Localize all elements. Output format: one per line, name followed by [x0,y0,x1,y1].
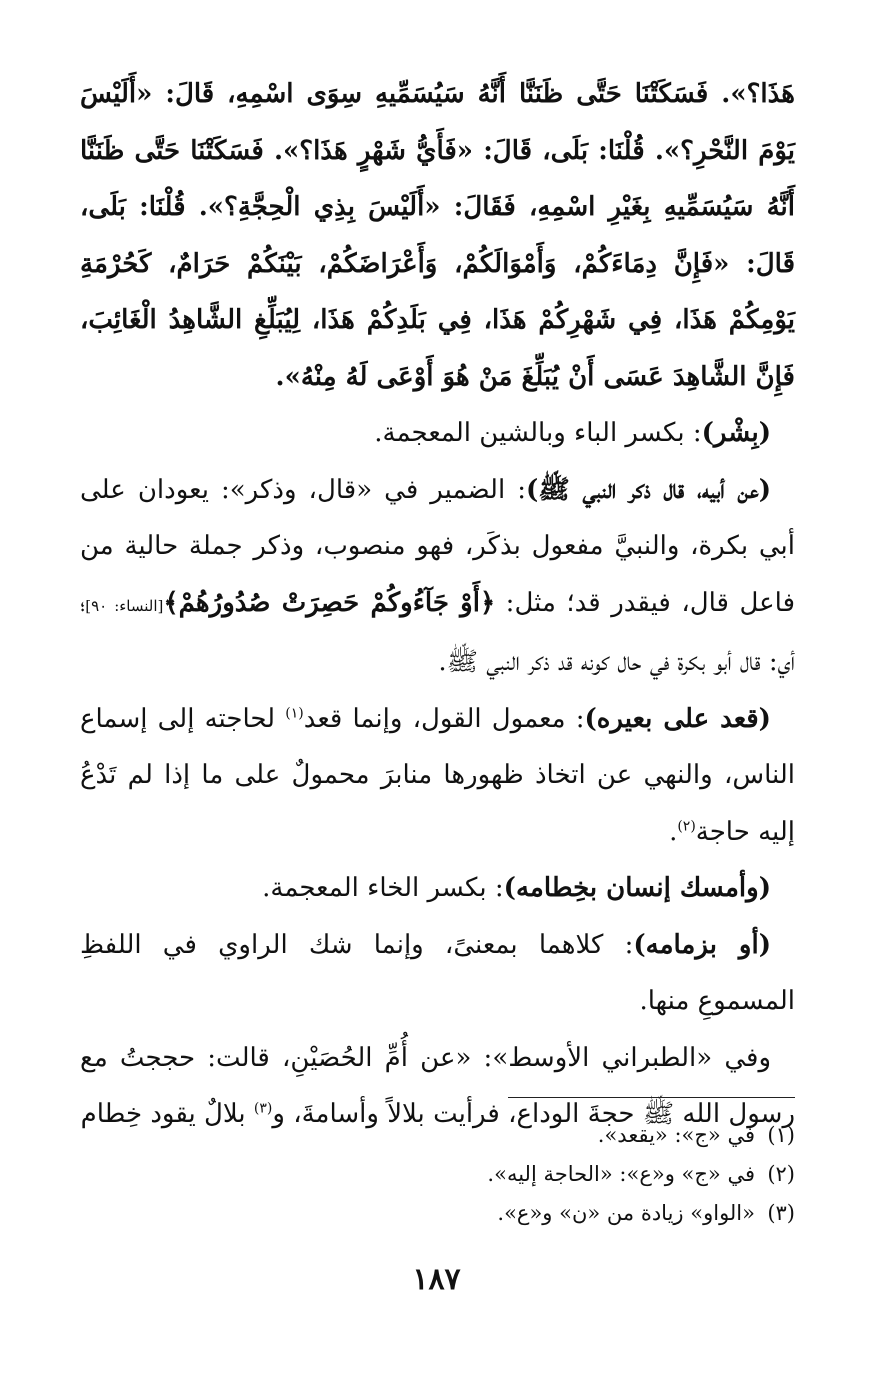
explanation: : بكسر الباء وبالشين المعجمة. [374,418,702,448]
explanation-tail: بلالٌ يقود خِطام [80,1099,254,1129]
footnote [80,1116,795,1155]
explanation: : بكسر الخاء المعجمة. [262,873,504,903]
footnote-text: في «ج» و«ع»: «الحاجة إليه». [487,1162,755,1186]
footnote-text: «الواو» زيادة من «ن» و«ع». [497,1201,755,1225]
quran-quote: ﴿أَوْ جَآءُوكُمْ حَصِرَتْ صُدُورُهُمْ﴾ [163,587,496,618]
commentary-qaada [80,691,795,861]
lemma: (وأمسك إنسان بخِطامه) [503,873,771,903]
main-text [80,66,795,1143]
page-number: ١٨٧ [412,1262,461,1297]
explanation: : كلاهما بمعنىً، وإنما شك الراوي في اللفظِ المسموعِ منها. [80,929,795,1016]
explanation-cont: لحاجته إلى إسماع الناس، والنهي عن اتخاذ ظهورها منابرَ محمولٌ على ما إذا لم تَدْعُ إليه حاجة [80,703,795,847]
lemma: (قعد على بعيره) [584,703,771,734]
commentary-amsaka [80,860,795,917]
footnote [80,1194,795,1233]
footnote-number: (١) [767,1123,795,1147]
footnote-number: (٣) [767,1201,795,1225]
lemma: (أو بزمامه) [633,929,772,960]
explanation: وفي «الطبراني الأوسط»: «عن أُمِّ الحُصَيْنِ، قالت: حججتُ مع رسول الله ﷺ حجةَ الوداع، فرأيت بلالاً وأسامةَ، و [80,1042,795,1129]
explanation: : معمول القول، وإنما قعد [303,703,585,734]
footnote-marker: (٢) [677,817,696,834]
footnote [80,1155,795,1194]
hadith-paragraph: هَذَا؟». فَسَكَتْنَا حَتَّى ظَنَنَّا أَنَّهُ سَيُسَمِّيهِ سِوَى اسْمِهِ، قَالَ: «أَلَيْسَ يَوْمَ النَّحْرِ؟». قُلْنَا: بَلَى، قَالَ: «فَأَيُّ شَهْرٍ هَذَا؟». فَسَكَتْنَا حَتَّى ظَنَنَّا أَنَّهُ سَيُسَمِّيهِ بِغَيْرِ اسْمِهِ، فَقَالَ: «أَلَيْسَ بِذِي الْحِجَّةِ؟». قُلْنَا: بَلَى، قَالَ: «فَإِنَّ دِمَاءَكُمْ، وَأَمْوَالَكُمْ، وَأَعْرَاضَكُمْ، بَيْنَكُمْ حَرَامٌ، كَحُرْمَةِ يَوْمِكُمْ هَذَا، فِي شَهْرِكُمْ هَذَا، فِي بَلَدِكُمْ هَذَا، لِيُبَلِّغِ الشَّاهِدُ الْغَائِبَ، فَإِنَّ الشَّاهِدَ عَسَى أَنْ يُبَلِّغَ مَنْ هُوَ أَوْعَى لَهُ مِنْهُ». [80,79,795,392]
footnote-divider [508,1097,795,1098]
lemma: (بِشْر) [701,418,771,448]
explanation: : الضمير في «قال، وذكر»: يعودان على أبي بكرة، والنبيَّ مفعول بذكَر، فهو منصوب، وذكر جملة حالية من فاعل قال، فيقدر قد؛ مثل: [80,474,795,618]
commentary-bizimamihi [80,917,795,1030]
explanation-tail: . [669,816,678,847]
commentary-an-abihi [80,462,795,691]
footnote-number: (٢) [767,1162,795,1186]
footnote-text: في «ج»: «يقعد». [597,1123,755,1147]
quran-reference: [النساء: ٩٠] [85,596,164,615]
footnotes [80,1116,795,1233]
footnote-marker: (٣) [253,1100,273,1117]
explanation-tail: ؛ أي: قال أبو بكرة في حال كونه قد ذكر النبي ﷺ. [80,587,795,677]
lemma: (عن أبيه، قال ذكر النبي ﷺ) [526,474,771,505]
footnote-marker: (١) [285,704,304,721]
commentary-bishr [80,405,795,462]
